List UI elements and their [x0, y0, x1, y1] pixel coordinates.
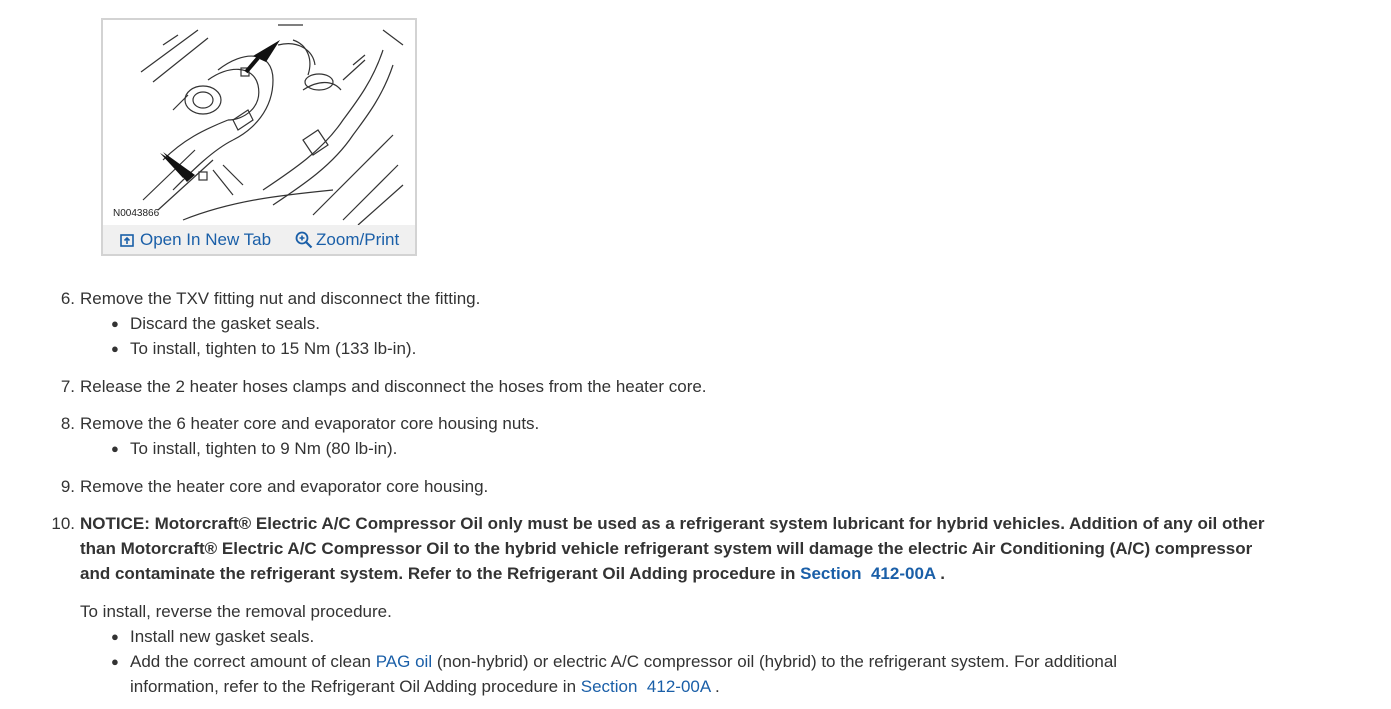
step-text: Remove the heater core and evaporator core housing. — [80, 477, 489, 496]
bullet-icon: ● — [111, 441, 119, 456]
notice-line-1: NOTICE: Motorcraft® Electric A/C Compressor Oil only must be used as a refrigerant system lubricant for hybrid vehicles. Addition of any oil other — [80, 514, 1265, 533]
open-in-new-tab-link[interactable] — [119, 230, 271, 250]
step-number: 10. — [51, 514, 75, 533]
bullet-icon: ● — [111, 316, 119, 331]
notice-line-3 — [80, 564, 945, 584]
pag-oil-link[interactable]: PAG oil — [375, 652, 433, 671]
bullet-text: To install, tighten to 9 Nm (80 lb-in). — [130, 439, 398, 458]
step-number: 8. — [60, 414, 75, 433]
bullet-icon: ● — [111, 654, 119, 669]
step-text: To install, reverse the removal procedure. — [80, 602, 392, 621]
bullet-icon: ● — [111, 629, 119, 644]
bullet-text-a: Add the correct amount of clean — [130, 652, 371, 671]
zoom-print-link[interactable] — [295, 230, 399, 250]
notice-line-3-text: and contaminate the refrigerant system. Refer to the Refrigerant Oil Adding procedure in — [80, 564, 796, 583]
notice-period: . — [940, 564, 946, 583]
step-text: Remove the 6 heater core and evaporator core housing nuts. — [80, 414, 540, 433]
step-text: Release the 2 heater hoses clamps and disconnect the hoses from the heater core. — [80, 377, 707, 396]
figure-id: N0043866 — [113, 208, 160, 219]
step-number: 7. — [60, 377, 75, 396]
step-number: 6. — [60, 289, 75, 308]
open-in-new-tab-icon — [119, 232, 135, 248]
bullet-text-line-2 — [130, 677, 720, 697]
bullet-text: To install, tighten to 15 Nm (133 lb-in). — [130, 339, 417, 358]
figure-toolbar — [103, 225, 415, 254]
technical-illustration — [103, 20, 415, 232]
section-link[interactable]: Section 412-00A — [580, 677, 711, 696]
bullet-text-line-1 — [130, 652, 1117, 672]
zoom-in-icon — [295, 231, 313, 249]
open-in-new-tab-label: Open In New Tab — [140, 229, 272, 249]
bullet-icon: ● — [111, 341, 119, 356]
zoom-print-label: Zoom/Print — [316, 229, 400, 249]
bullet-text: Install new gasket seals. — [130, 627, 315, 646]
section-link[interactable]: Section 412-00A — [800, 564, 936, 583]
notice-line-2: than Motorcraft® Electric A/C Compressor Oil to the hybrid vehicle refrigerant system will damage the electric Air Conditioning (A/C) compressor — [80, 539, 1253, 558]
bullet-text-b: (non-hybrid) or electric A/C compressor oil (hybrid) to the refrigerant system. For additional — [436, 652, 1118, 671]
illustration-figure — [101, 18, 417, 256]
step-number: 9. — [60, 477, 75, 496]
step-text: Remove the TXV fitting nut and disconnect the fitting. — [80, 289, 481, 308]
bullet-text-c: information, refer to the Refrigerant Oil Adding procedure in — [130, 677, 577, 696]
bullet-period: . — [714, 677, 720, 696]
bullet-text: Discard the gasket seals. — [130, 314, 320, 333]
